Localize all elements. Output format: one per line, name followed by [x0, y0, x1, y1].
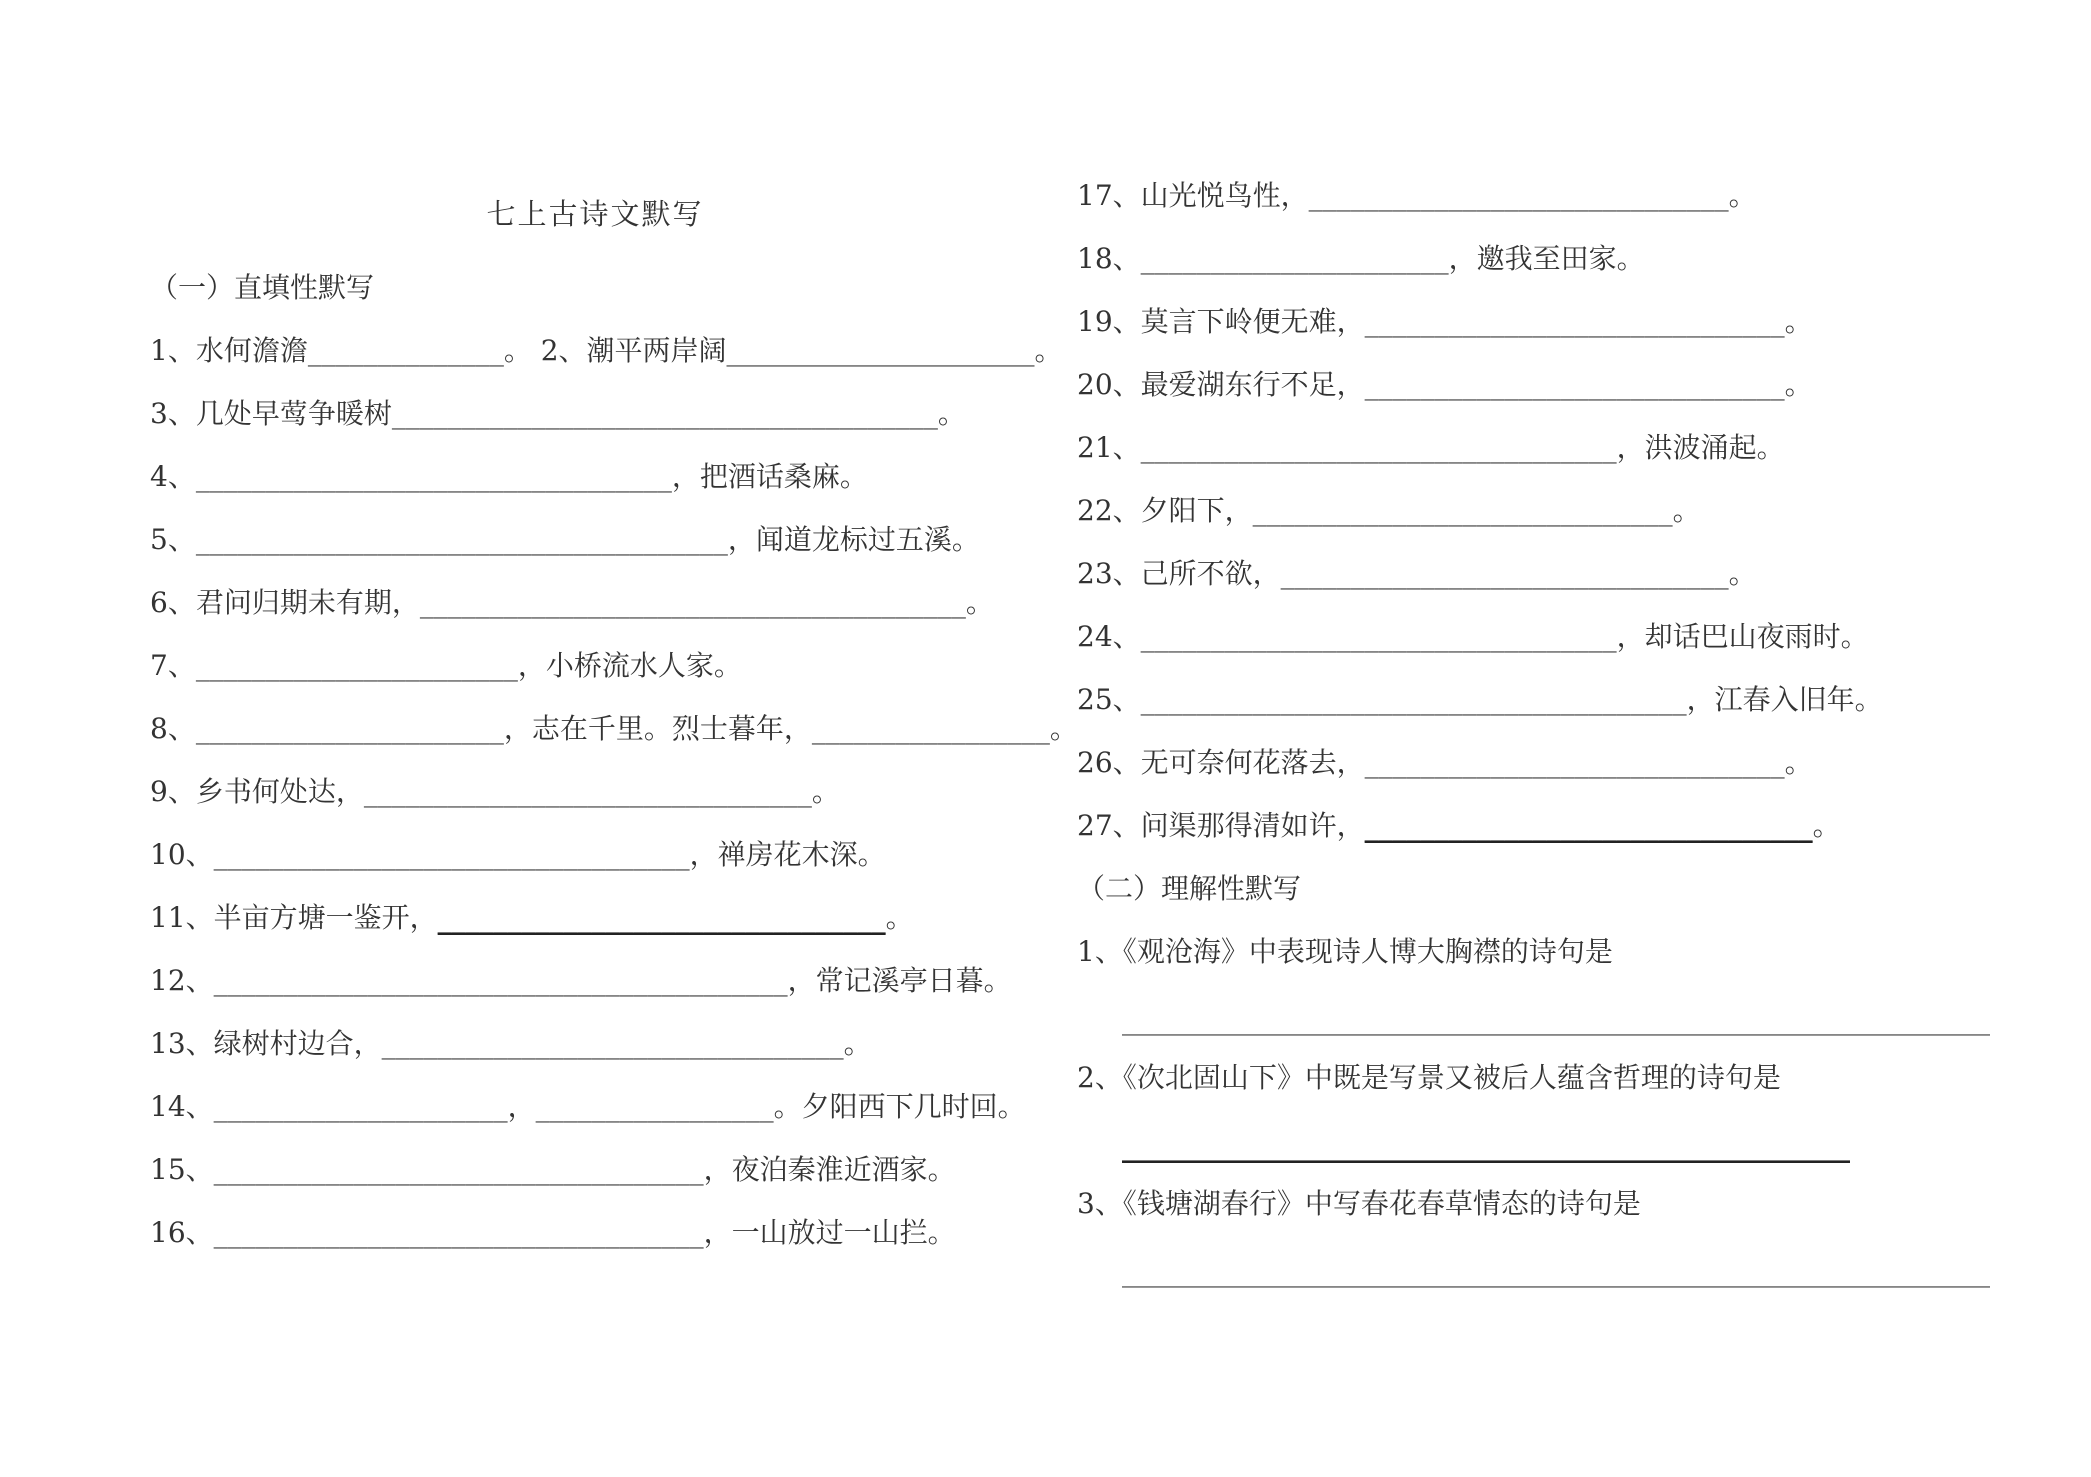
question-line: 17、山光悦鸟性，______________________________。	[1077, 179, 1757, 212]
punctuation: 。	[1812, 809, 1841, 842]
question-line: 15、___________________________________，夜泊秦淮近酒家。	[150, 1153, 956, 1186]
question-line: 9、乡书何处达，________________________________。	[150, 775, 840, 808]
question-line	[1077, 806, 1841, 846]
comprehension-question: 3、《钱塘湖春行》中写春花春草情态的诗句是	[1077, 1187, 1641, 1220]
question-line: 1、水何澹澹______________。 2、潮平两岸阔______________________。	[150, 334, 1063, 367]
question-line: 21、__________________________________，洪波涌起。	[1077, 431, 1785, 464]
question-line: 26、无可奈何花落去，______________________________。	[1077, 746, 1813, 779]
question-line: 22、夕阳下，______________________________。	[1077, 494, 1701, 527]
question-line: 25、_______________________________________，江春入旧年。	[1077, 683, 1883, 716]
section-heading-comprehension: （二）理解性默写	[1077, 872, 1302, 905]
question-line: 23、己所不欲，________________________________。	[1077, 557, 1757, 590]
question-line	[150, 898, 914, 938]
question-line: 7、_______________________，小桥流水人家。	[150, 649, 742, 682]
answer-blank[interactable]: ________________________________	[1364, 809, 1813, 842]
page-title: 七上古诗文默写	[486, 197, 704, 231]
comprehension-question: 2、《次北固山下》中既是写景又被后人蕴含哲理的诗句是	[1077, 1061, 1781, 1094]
question-line: 8、______________________，志在千里。烈士暮年，_________________。	[150, 712, 1078, 745]
question-line: 14、_____________________，_________________。夕阳西下几时回。	[150, 1090, 1026, 1123]
question-line: 12、_________________________________________，常记溪亭日暮。	[150, 964, 1012, 997]
question-line: 24、__________________________________，却话巴山夜雨时。	[1077, 620, 1869, 653]
answer-line[interactable]: ______________________________________________________________	[1122, 1003, 1990, 1036]
question-line: 5、______________________________________，闻道龙标过五溪。	[150, 523, 980, 556]
comprehension-question: 1、《观沧海》中表现诗人博大胸襟的诗句是	[1077, 935, 1613, 968]
question-line: 10、__________________________________，禅房花木深。	[150, 838, 886, 871]
answer-line[interactable]: ______________________________________________________________	[1122, 1255, 1990, 1288]
answer-line[interactable]: ____________________________________________________	[1122, 1129, 1850, 1162]
section-heading-direct: （一）直填性默写	[150, 271, 375, 304]
question-line: 16、___________________________________，一山放过一山拦。	[150, 1216, 956, 1249]
question-prompt: 11、半亩方塘一鉴开，	[150, 901, 438, 934]
punctuation: 。	[885, 901, 914, 934]
question-prompt: 27、问渠那得清如许，	[1077, 809, 1365, 842]
answer-blank[interactable]: ________________________________	[437, 901, 886, 934]
question-line: 18、______________________，邀我至田家。	[1077, 242, 1645, 275]
question-line: 20、最爱湖东行不足，______________________________。	[1077, 368, 1813, 401]
question-line: 3、几处早莺争暖树_______________________________________。	[150, 397, 966, 430]
question-line: 6、君问归期未有期，_______________________________________。	[150, 586, 994, 619]
question-line: 4、__________________________________，把酒话桑麻。	[150, 460, 868, 493]
question-line: 19、莫言下岭便无难，______________________________。	[1077, 305, 1813, 338]
question-line: 13、绿树村边合，_________________________________。	[150, 1027, 872, 1060]
